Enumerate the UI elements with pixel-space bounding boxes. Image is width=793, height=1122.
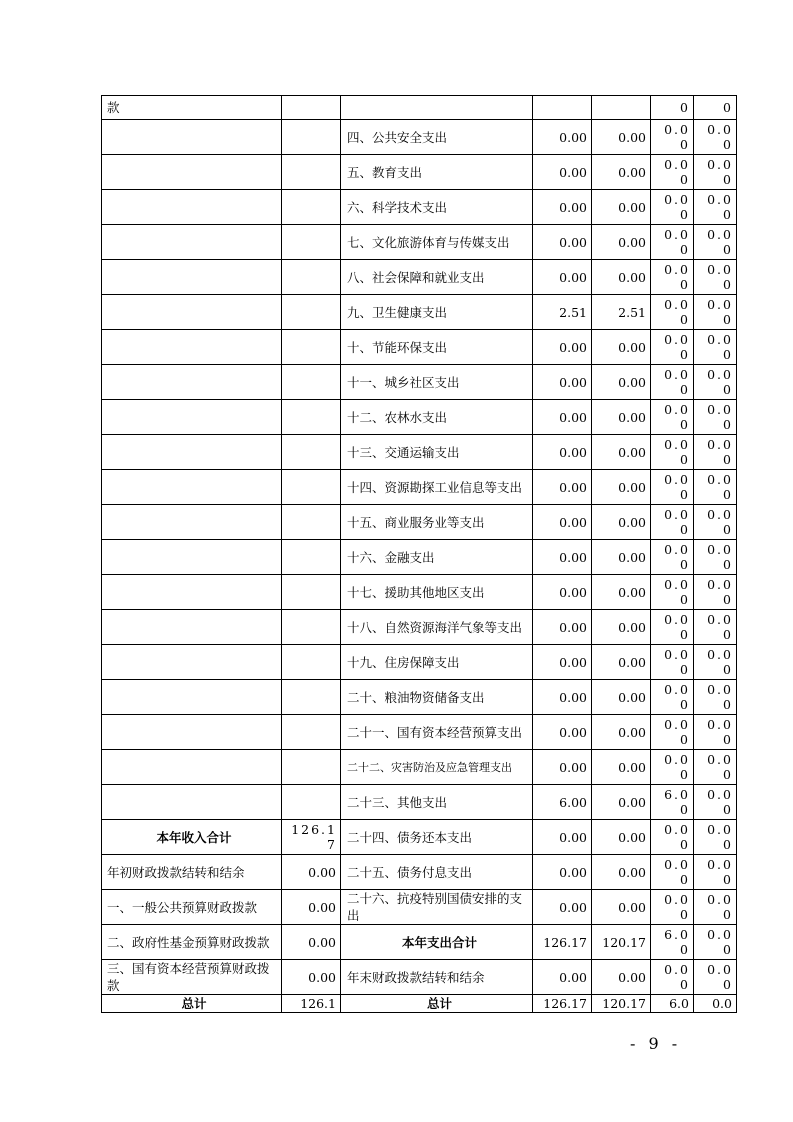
income-amount-cell [282, 680, 341, 715]
expense-item-cell: 二十二、灾害防治及应急管理支出 [341, 750, 533, 785]
table-row [102, 750, 737, 785]
income-item-cell [102, 225, 282, 260]
state-capital-budget-cell: 0.0 0 [694, 470, 737, 505]
table-row [102, 820, 737, 855]
expense-total-cell: 0.00 [533, 575, 592, 610]
table-row [102, 155, 737, 190]
table-row [102, 890, 737, 925]
income-item-cell: 款 [102, 96, 282, 120]
income-item-cell [102, 120, 282, 155]
state-capital-budget-cell: 0.0 0 [694, 155, 737, 190]
income-item-cell [102, 610, 282, 645]
fund-budget-cell: 0.0 0 [651, 750, 694, 785]
fund-budget-cell: 0.0 0 [651, 190, 694, 225]
state-capital-budget-cell: 0.0 0 [694, 820, 737, 855]
expense-item-cell: 十七、援助其他地区支出 [341, 575, 533, 610]
state-capital-budget-cell: 0.0 0 [694, 785, 737, 820]
general-budget-cell: 0.00 [592, 155, 651, 190]
expense-item-cell: 本年支出合计 [341, 925, 533, 960]
general-budget-cell: 0.00 [592, 400, 651, 435]
income-amount-cell: 0.00 [282, 925, 341, 960]
income-amount-cell [282, 120, 341, 155]
state-capital-budget-cell: 0.0 0 [694, 890, 737, 925]
income-amount-cell [282, 750, 341, 785]
state-capital-budget-cell: 0.0 0 [694, 330, 737, 365]
state-capital-budget-cell: 0.0 0 [694, 715, 737, 750]
expense-total-cell: 0.00 [533, 435, 592, 470]
expense-item-cell: 十二、农林水支出 [341, 400, 533, 435]
expense-total-cell: 0.00 [533, 260, 592, 295]
table-row [102, 855, 737, 890]
expense-total-cell: 0.00 [533, 960, 592, 995]
expense-item-cell: 十、节能环保支出 [341, 330, 533, 365]
total-label-right: 总计 [341, 995, 533, 1013]
total-state-capital-budget: 0.0 [694, 995, 737, 1013]
income-amount-cell [282, 715, 341, 750]
income-item-cell [102, 260, 282, 295]
fund-budget-cell: 0 [651, 96, 694, 120]
general-budget-cell: 0.00 [592, 365, 651, 400]
table-row [102, 645, 737, 680]
state-capital-budget-cell: 0.0 0 [694, 680, 737, 715]
expense-total-cell: 6.00 [533, 785, 592, 820]
state-capital-budget-cell: 0.0 0 [694, 190, 737, 225]
income-item-cell [102, 785, 282, 820]
expense-item-cell: 十九、住房保障支出 [341, 645, 533, 680]
total-fund-budget: 6.0 [651, 995, 694, 1013]
income-amount-cell [282, 470, 341, 505]
income-item-cell [102, 715, 282, 750]
income-amount-cell [282, 435, 341, 470]
table-row [102, 330, 737, 365]
fund-budget-cell: 0.0 0 [651, 645, 694, 680]
expense-item-cell: 十六、金融支出 [341, 540, 533, 575]
income-item-cell [102, 400, 282, 435]
income-amount-cell: 0.00 [282, 855, 341, 890]
general-budget-cell: 2.51 [592, 295, 651, 330]
fund-budget-cell: 0.0 0 [651, 575, 694, 610]
expense-total-cell: 0.00 [533, 155, 592, 190]
expense-total-cell: 0.00 [533, 715, 592, 750]
expense-total-cell: 0.00 [533, 470, 592, 505]
income-amount-cell [282, 505, 341, 540]
table-body [102, 96, 737, 1013]
income-amount-cell [282, 155, 341, 190]
fund-budget-cell: 0.0 0 [651, 540, 694, 575]
state-capital-budget-cell: 0.0 0 [694, 505, 737, 540]
table-row [102, 120, 737, 155]
state-capital-budget-cell: 0.0 0 [694, 365, 737, 400]
income-item-cell: 本年收入合计 [102, 820, 282, 855]
total-general-budget: 120.17 [592, 995, 651, 1013]
expense-total-cell: 0.00 [533, 505, 592, 540]
expense-total-cell: 0.00 [533, 540, 592, 575]
expense-total-cell: 0.00 [533, 750, 592, 785]
general-budget-cell [592, 96, 651, 120]
table-row [102, 365, 737, 400]
state-capital-budget-cell: 0 [694, 96, 737, 120]
page-number: - 9 - [630, 1034, 682, 1053]
fund-budget-cell: 0.0 0 [651, 155, 694, 190]
expense-item-cell: 十一、城乡社区支出 [341, 365, 533, 400]
general-budget-cell: 0.00 [592, 960, 651, 995]
general-budget-cell: 0.00 [592, 505, 651, 540]
table-row [102, 190, 737, 225]
expense-total-cell: 0.00 [533, 400, 592, 435]
general-budget-cell: 0.00 [592, 575, 651, 610]
income-item-cell [102, 330, 282, 365]
expense-total-cell: 0.00 [533, 855, 592, 890]
expense-item-cell [341, 96, 533, 120]
state-capital-budget-cell: 0.0 0 [694, 120, 737, 155]
table-row [102, 785, 737, 820]
final-accounts-table [101, 95, 737, 1013]
general-budget-cell: 0.00 [592, 225, 651, 260]
income-amount-cell [282, 645, 341, 680]
state-capital-budget-cell: 0.0 0 [694, 260, 737, 295]
expense-item-cell: 六、科学技术支出 [341, 190, 533, 225]
expense-item-cell: 十八、自然资源海洋气象等支出 [341, 610, 533, 645]
general-budget-cell: 0.00 [592, 540, 651, 575]
fund-budget-cell: 0.0 0 [651, 890, 694, 925]
income-item-cell: 一、一般公共预算财政拨款 [102, 890, 282, 925]
income-item-cell [102, 365, 282, 400]
expense-total-cell: 0.00 [533, 330, 592, 365]
general-budget-cell: 0.00 [592, 855, 651, 890]
income-item-cell [102, 155, 282, 190]
expense-total-cell: 0.00 [533, 365, 592, 400]
general-budget-cell: 120.17 [592, 925, 651, 960]
state-capital-budget-cell: 0.0 0 [694, 750, 737, 785]
table-row [102, 715, 737, 750]
income-item-cell [102, 505, 282, 540]
expense-item-cell: 八、社会保障和就业支出 [341, 260, 533, 295]
fund-budget-cell: 0.0 0 [651, 295, 694, 330]
table-row [102, 540, 737, 575]
total-expense: 126.17 [533, 995, 592, 1013]
state-capital-budget-cell: 0.0 0 [694, 645, 737, 680]
table-row [102, 575, 737, 610]
total-value-left: 126.1 [282, 995, 341, 1013]
expense-total-cell: 0.00 [533, 680, 592, 715]
expense-item-cell: 十五、商业服务业等支出 [341, 505, 533, 540]
income-amount-cell [282, 540, 341, 575]
expense-item-cell: 九、卫生健康支出 [341, 295, 533, 330]
state-capital-budget-cell: 0.0 0 [694, 960, 737, 995]
fund-budget-cell: 0.0 0 [651, 715, 694, 750]
expense-item-cell: 五、教育支出 [341, 155, 533, 190]
fund-budget-cell: 0.0 0 [651, 120, 694, 155]
fund-budget-cell: 0.0 0 [651, 820, 694, 855]
table-row [102, 260, 737, 295]
income-amount-cell [282, 96, 341, 120]
income-item-cell: 年初财政拨款结转和结余 [102, 855, 282, 890]
income-item-cell: 三、国有资本经营预算财政拨款 [102, 960, 282, 995]
fund-budget-cell: 6.0 0 [651, 925, 694, 960]
table-row [102, 960, 737, 995]
state-capital-budget-cell: 0.0 0 [694, 575, 737, 610]
table-row [102, 925, 737, 960]
general-budget-cell: 0.00 [592, 820, 651, 855]
state-capital-budget-cell: 0.0 0 [694, 225, 737, 260]
expense-item-cell: 二十三、其他支出 [341, 785, 533, 820]
income-amount-cell [282, 295, 341, 330]
fund-budget-cell: 0.0 0 [651, 365, 694, 400]
general-budget-cell: 0.00 [592, 330, 651, 365]
state-capital-budget-cell: 0.0 0 [694, 855, 737, 890]
expense-item-cell: 二十一、国有资本经营预算支出 [341, 715, 533, 750]
table-row [102, 610, 737, 645]
fund-budget-cell: 0.0 0 [651, 435, 694, 470]
income-item-cell [102, 645, 282, 680]
fund-budget-cell: 6.0 0 [651, 785, 694, 820]
general-budget-cell: 0.00 [592, 645, 651, 680]
table-row [102, 505, 737, 540]
state-capital-budget-cell: 0.0 0 [694, 295, 737, 330]
income-amount-cell [282, 610, 341, 645]
expense-item-cell: 七、文化旅游体育与传媒支出 [341, 225, 533, 260]
expense-total-cell: 0.00 [533, 890, 592, 925]
expense-total-cell [533, 96, 592, 120]
expense-item-cell: 十四、资源勘探工业信息等支出 [341, 470, 533, 505]
expense-item-cell: 二十、粮油物资储备支出 [341, 680, 533, 715]
general-budget-cell: 0.00 [592, 680, 651, 715]
expense-item-cell: 二十五、债务付息支出 [341, 855, 533, 890]
state-capital-budget-cell: 0.0 0 [694, 925, 737, 960]
total-row [102, 995, 737, 1013]
income-amount-cell [282, 400, 341, 435]
income-item-cell [102, 680, 282, 715]
expense-total-cell: 0.00 [533, 190, 592, 225]
expense-item-cell: 二十四、债务还本支出 [341, 820, 533, 855]
expense-total-cell: 0.00 [533, 610, 592, 645]
table-row [102, 680, 737, 715]
expense-item-cell: 二十六、抗疫特别国债安排的支出 [341, 890, 533, 925]
income-item-cell [102, 435, 282, 470]
state-capital-budget-cell: 0.0 0 [694, 610, 737, 645]
income-amount-cell [282, 785, 341, 820]
table-row [102, 225, 737, 260]
fund-budget-cell: 0.0 0 [651, 680, 694, 715]
table-row [102, 435, 737, 470]
general-budget-cell: 0.00 [592, 750, 651, 785]
table-row [102, 96, 737, 120]
income-item-cell: 二、政府性基金预算财政拨款 [102, 925, 282, 960]
table-row [102, 295, 737, 330]
expense-total-cell: 2.51 [533, 295, 592, 330]
expense-total-cell: 0.00 [533, 820, 592, 855]
expense-total-cell: 0.00 [533, 120, 592, 155]
general-budget-cell: 0.00 [592, 260, 651, 295]
income-item-cell [102, 470, 282, 505]
general-budget-cell: 0.00 [592, 610, 651, 645]
general-budget-cell: 0.00 [592, 715, 651, 750]
general-budget-cell: 0.00 [592, 435, 651, 470]
expense-total-cell: 0.00 [533, 645, 592, 680]
fund-budget-cell: 0.0 0 [651, 505, 694, 540]
table-row [102, 470, 737, 505]
income-amount-cell [282, 225, 341, 260]
general-budget-cell: 0.00 [592, 470, 651, 505]
expense-item-cell: 年末财政拨款结转和结余 [341, 960, 533, 995]
expense-total-cell: 0.00 [533, 225, 592, 260]
income-item-cell [102, 295, 282, 330]
income-amount-cell [282, 365, 341, 400]
fund-budget-cell: 0.0 0 [651, 960, 694, 995]
general-budget-cell: 0.00 [592, 190, 651, 225]
income-amount-cell: 0.00 [282, 890, 341, 925]
income-amount-cell [282, 575, 341, 610]
total-label-left: 总计 [102, 995, 282, 1013]
income-amount-cell [282, 260, 341, 295]
general-budget-cell: 0.00 [592, 120, 651, 155]
fund-budget-cell: 0.0 0 [651, 400, 694, 435]
state-capital-budget-cell: 0.0 0 [694, 435, 737, 470]
fund-budget-cell: 0.0 0 [651, 610, 694, 645]
general-budget-cell: 0.00 [592, 785, 651, 820]
state-capital-budget-cell: 0.0 0 [694, 400, 737, 435]
income-amount-cell [282, 330, 341, 365]
state-capital-budget-cell: 0.0 0 [694, 540, 737, 575]
expense-item-cell: 十三、交通运输支出 [341, 435, 533, 470]
table-row [102, 400, 737, 435]
income-item-cell [102, 575, 282, 610]
fund-budget-cell: 0.0 0 [651, 260, 694, 295]
income-amount-cell [282, 190, 341, 225]
fund-budget-cell: 0.0 0 [651, 470, 694, 505]
fund-budget-cell: 0.0 0 [651, 225, 694, 260]
income-item-cell [102, 540, 282, 575]
fund-budget-cell: 0.0 0 [651, 330, 694, 365]
expense-total-cell: 126.17 [533, 925, 592, 960]
income-item-cell [102, 750, 282, 785]
income-item-cell [102, 190, 282, 225]
fund-budget-cell: 0.0 0 [651, 855, 694, 890]
general-budget-cell: 0.00 [592, 890, 651, 925]
income-amount-cell: 126.1 7 [282, 820, 341, 855]
income-amount-cell: 0.00 [282, 960, 341, 995]
expense-item-cell: 四、公共安全支出 [341, 120, 533, 155]
